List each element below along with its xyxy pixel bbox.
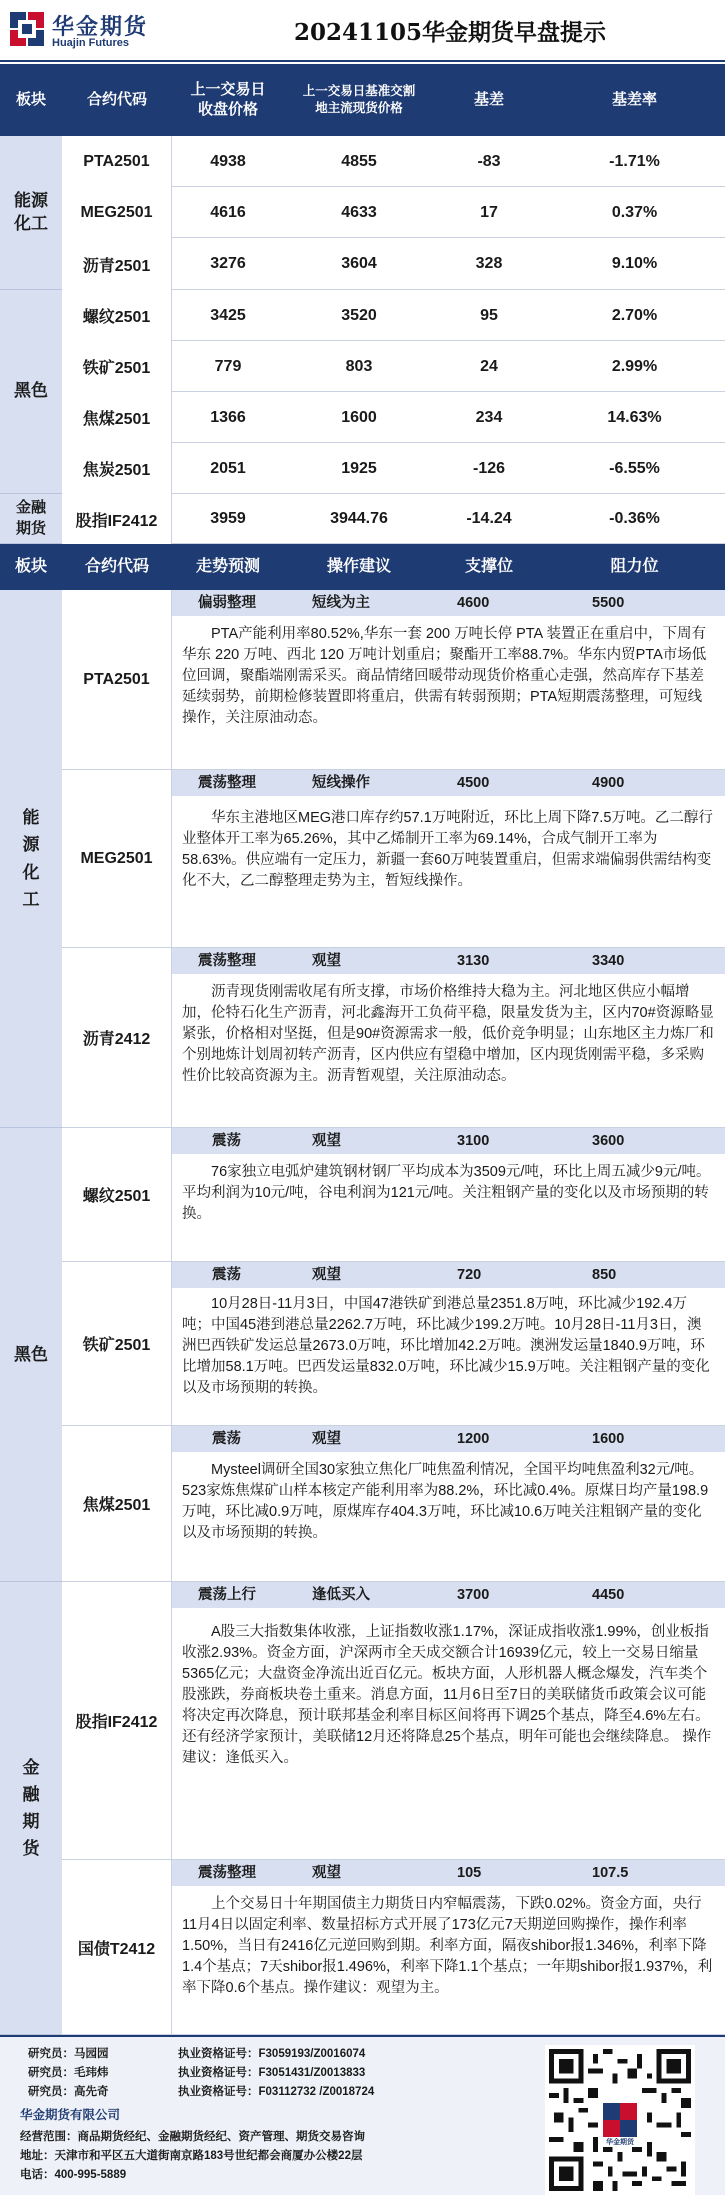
basis-rate: 0.37% xyxy=(611,203,658,221)
basis-value: 24 xyxy=(480,357,498,375)
table-row xyxy=(62,341,725,392)
contract-code: 股指IF2412 xyxy=(62,494,172,544)
close-price: 3425 xyxy=(210,306,246,324)
strategy-bar xyxy=(172,948,725,974)
analysis-text: 华东主港地区MEG港口库存约57.1万吨附近，环比上周下降7.5万吨。乙二醇行业整体开工率为65.26%，其中乙烯制开工率为69.14%，合成气制开工率为58.63%。供应端有一定压力，新疆一套60万吨装置重启，但需求端偏弱供需结构变化不大，乙二醇整理走势为主，暂短线操作。 xyxy=(182,810,713,889)
operation-advice: 短线操作 xyxy=(312,775,370,791)
contract-code: 国债T2412 xyxy=(62,1860,172,2035)
trend-forecast: 震荡 xyxy=(212,1431,241,1447)
basis-value: 234 xyxy=(475,408,503,426)
contract-code: MEG2501 xyxy=(62,770,172,948)
qr-code xyxy=(545,2045,695,2195)
spot-price: 803 xyxy=(345,357,373,375)
basis-value: -14.24 xyxy=(466,510,512,527)
basis-rate: -6.55% xyxy=(609,459,660,477)
close-price: 4616 xyxy=(210,203,246,221)
close-price: 3276 xyxy=(210,255,246,272)
contract-code: PTA2501 xyxy=(62,136,172,187)
support-level: 720 xyxy=(457,1267,482,1283)
strategy-bar xyxy=(172,1582,725,1608)
resistance-level: 5500 xyxy=(592,595,625,611)
contract-code: MEG2501 xyxy=(62,187,172,238)
researcher-cert: 执业资格证号：F3059193/Z0016074 xyxy=(178,2048,366,2060)
logo-english-name: Huajin Futures xyxy=(52,37,130,49)
spot-price: 3520 xyxy=(341,306,377,324)
support-level: 3100 xyxy=(457,1133,490,1149)
header-resistance: 阻力位 xyxy=(610,558,659,576)
basis-rate: -0.36% xyxy=(609,510,660,527)
close-price: 4938 xyxy=(210,152,246,170)
basis-rate: 2.70% xyxy=(611,306,658,324)
basis-value: 17 xyxy=(480,203,498,221)
operation-advice: 观望 xyxy=(312,1133,341,1149)
header-advice: 操作建议 xyxy=(326,558,391,576)
analysis-text: 上个交易日十年期国债主力期货日内窄幅震荡，下跌0.02%。资金方面，央行11月4日以固定利率、数量招标方式开展了173亿元7天期逆回购操作，操作利率1.50%，当日有2416亿元逆回购到期。利率方面，隔夜shibor报1.346%，利率下降1.4个基点；7天shibor报1.496%，利率下降1.1个基点；一年期shibor报1.937%，利率下降0.6个基点。操作建议：观望为主。 xyxy=(182,1896,713,1996)
contract-code: 螺纹2501 xyxy=(62,290,172,341)
resistance-level: 3600 xyxy=(592,1133,625,1149)
trend-forecast: 震荡上行 xyxy=(198,1587,256,1603)
close-price: 1366 xyxy=(210,408,246,426)
qr-code-icon xyxy=(549,2049,691,2191)
support-level: 105 xyxy=(457,1865,482,1881)
close-price: 2051 xyxy=(210,459,246,477)
spot-price: 1925 xyxy=(341,459,377,477)
table-row xyxy=(62,494,725,544)
report-header xyxy=(0,0,725,62)
contract-code: 螺纹2501 xyxy=(62,1128,172,1262)
strategy-table-header xyxy=(0,544,725,590)
table-row xyxy=(62,392,725,443)
trend-forecast: 偏弱整理 xyxy=(198,595,256,611)
sector-black: 黑色 xyxy=(0,1128,62,1582)
trend-forecast: 震荡 xyxy=(212,1133,241,1149)
researcher-name: 研究员：马园园 xyxy=(28,2048,109,2060)
contract-code: 铁矿2501 xyxy=(62,341,172,392)
resistance-level: 3340 xyxy=(592,953,625,969)
strategy-bar xyxy=(172,1860,725,1886)
trend-forecast: 震荡整理 xyxy=(198,1865,256,1881)
spot-price: 3944.76 xyxy=(330,510,388,527)
contract-code: 焦煤2501 xyxy=(62,1426,172,1582)
spot-price: 3604 xyxy=(341,255,377,272)
header-sector: 板块 xyxy=(15,90,46,108)
table-row xyxy=(62,136,725,187)
table-row xyxy=(62,238,725,290)
basis-value: 328 xyxy=(475,255,503,272)
logo-chinese-name: 华金期货 xyxy=(52,14,149,39)
company-phone: 电话：400-995-5889 xyxy=(20,2169,127,2181)
table-row xyxy=(62,187,725,238)
contract-code: 沥青2501 xyxy=(62,238,172,290)
researcher-cert: 执业资格证号：F3051431/Z0013833 xyxy=(178,2067,366,2079)
basis-value: 95 xyxy=(480,306,498,324)
support-level: 4600 xyxy=(457,595,490,611)
contract-code: 铁矿2501 xyxy=(62,1262,172,1426)
sector-energy-chemical: 能 源 化 工 xyxy=(0,590,62,1128)
analysis-text: PTA产能利用率80.52%,华东一套 200 万吨长停 PTA 装置正在重启中，下周有华东 220 万吨、西北 120 万吨计划重启；聚酯开工率88.7%。华东内贸PTA市场低位回调，聚酯端刚需采买。商品情绪回暖带动现货价格重心走强，然高库存下基差延续弱势，前期检修装置即将重启，供需有转弱预期；PTA短期震荡整理，可短线操作，关注原油动态。 xyxy=(182,626,707,726)
close-price: 3959 xyxy=(210,510,246,527)
contract-code: 焦炭2501 xyxy=(62,443,172,494)
operation-advice: 短线为主 xyxy=(312,595,370,611)
operation-advice: 观望 xyxy=(312,1865,341,1881)
strategy-detail xyxy=(172,1262,725,1426)
basis-rate: 14.63% xyxy=(607,408,662,426)
spot-price: 1600 xyxy=(341,408,377,426)
support-level: 1200 xyxy=(457,1431,490,1447)
operation-advice: 观望 xyxy=(312,1431,341,1447)
company-logo xyxy=(8,8,158,54)
strategy-detail xyxy=(172,1426,725,1582)
qr-center-label: 华金期货 xyxy=(606,2139,634,2146)
contract-code: 焦煤2501 xyxy=(62,392,172,443)
strategy-bar xyxy=(172,770,725,796)
strategy-detail xyxy=(172,590,725,770)
business-scope: 经营范围：商品期货经纪、金融期货经纪、资产管理、期货交易咨询 xyxy=(20,2131,365,2143)
trend-forecast: 震荡 xyxy=(212,1267,241,1283)
strategy-bar xyxy=(172,1262,725,1288)
sector-financial: 金融 期货 xyxy=(0,494,62,544)
resistance-level: 1600 xyxy=(592,1431,625,1447)
sector-black: 黑色 xyxy=(0,290,62,494)
strategy-bar xyxy=(172,1128,725,1154)
contract-code: 沥青2412 xyxy=(62,948,172,1128)
strategy-detail xyxy=(172,1860,725,2035)
operation-advice: 观望 xyxy=(312,1267,341,1283)
researcher-name: 研究员：毛玮炜 xyxy=(28,2067,109,2079)
basis-value: -83 xyxy=(477,152,501,170)
huajin-logo-icon xyxy=(8,10,46,48)
strategy-detail xyxy=(172,1582,725,1860)
report-footer xyxy=(0,2035,725,2195)
company-address: 地址：天津市和平区五大道街南京路183号世纪都会商厦办公楼22层 xyxy=(20,2150,363,2162)
researcher-cert: 执业资格证号：F03112732 /Z0018724 xyxy=(178,2086,375,2098)
analysis-text: A股三大指数集体收涨，上证指数收涨1.17%，深证成指收涨1.99%，创业板指收涨2.93%。资金方面，沪深两市全天成交额合计16939亿元，较上一交易日缩量5365亿元；大盘资金净流出近百亿元。板块方面，人形机器人概念爆发，汽车类个股涨跌，券商板块卷土重来。消息方面，11月6日至7日的美联储货币政策会议可能将决定再次降息，预计联邦基金利率目标区间将再下调25个基点，降至4.6%左右。还有经济学家预计，美联储12月还将降息25个基点，明年可能也会继续降息。 操作建议：逢低买入。 xyxy=(182,1624,712,1766)
basis-rate: -1.71% xyxy=(609,152,660,170)
basis-value: -126 xyxy=(472,459,506,477)
header-trend: 走势预测 xyxy=(195,558,260,576)
sector-financial: 金 融 期 货 xyxy=(0,1582,62,2035)
header-support: 支撑位 xyxy=(464,558,513,576)
strategy-detail xyxy=(172,770,725,948)
table-row xyxy=(62,443,725,494)
basis-table-header xyxy=(0,64,725,136)
header-basis-rate: 基差率 xyxy=(611,90,657,108)
resistance-level: 4450 xyxy=(592,1587,625,1603)
support-level: 3130 xyxy=(457,953,490,969)
analysis-text: 沥青现货刚需收尾有所支撑，市场价格维持大稳为主。河北地区供应小幅增加，伦特石化生产沥青，河北鑫海开工负荷平稳，限量发货为主，区内70#资源略显紧张，价格相对坚挺，但是90#资源需求一般，低价竞争明显；山东地区主力炼厂和个别地炼计划周初转产沥青，区内供应有望稳中增加，区内现货刚需平稳，多采购性价比较高资源为主。沥青暂观望，关注原油动态。 xyxy=(182,984,714,1084)
header-close-price: 上一交易日 收盘价格 xyxy=(190,80,266,118)
basis-rate: 2.99% xyxy=(611,357,658,375)
strategy-bar xyxy=(172,1426,725,1452)
header-contract: 合约代码 xyxy=(86,90,147,108)
analysis-text: Mysteel调研全国30家独立焦化厂吨焦盈利情况，全国平均吨焦盈利32元/吨。523家炼焦煤矿山样本核定产能利用率为88.2%，环比减0.4%。原煤日均产量198.9万吨，环比减0.9万吨，原煤库存404.3万吨，环比减10.6万吨关注粗钢产量的变化以及市场预期的转换。 xyxy=(182,1462,709,1541)
strategy-detail xyxy=(172,1128,725,1262)
trend-forecast: 震荡整理 xyxy=(198,953,256,969)
sector-energy-chemical: 能源 化工 xyxy=(0,136,62,290)
header-spot-price: 上一交易日基准交割 地主流现货价格 xyxy=(302,84,416,115)
contract-code: PTA2501 xyxy=(62,590,172,770)
spot-price: 4633 xyxy=(341,203,377,221)
analysis-text: 76家独立电弧炉建筑钢材钢厂平均成本为3509元/吨，环比上周五减少9元/吨。平均利润为10元/吨，谷电利润为121元/吨。关注粗钢产量的变化以及市场预期的转换。 xyxy=(182,1164,711,1222)
company-name: 华金期货有限公司 xyxy=(20,2108,121,2122)
spot-price: 4855 xyxy=(341,152,377,170)
report-title: 20241105华金期货早盘提示 xyxy=(293,19,607,46)
close-price: 779 xyxy=(214,357,242,375)
analysis-text: 10月28日-11月3日，中国47港铁矿到港总量2351.8万吨，环比减少192.4万吨；中国45港到港总量2262.7万吨，环比减少199.2万吨。10月28日-11月3日，澳洲巴西铁矿发运总量2673.0万吨，环比增加42.2万吨。澳洲发运量1840.9万吨，环比增加58.1万吨。巴西发运量832.0万吨，环比减少15.9万吨。关注粗钢产量的变化以及市场预期的转换。 xyxy=(182,1296,710,1396)
support-level: 4500 xyxy=(457,775,490,791)
operation-advice: 逢低买入 xyxy=(312,1587,370,1603)
basis-rate: 9.10% xyxy=(611,255,658,272)
table-row xyxy=(62,290,725,341)
researcher-name: 研究员：高先奇 xyxy=(28,2086,109,2098)
contract-code: 股指IF2412 xyxy=(62,1582,172,1860)
resistance-level: 850 xyxy=(592,1267,617,1283)
strategy-bar xyxy=(172,590,725,616)
header-contract: 合约代码 xyxy=(84,558,149,576)
operation-advice: 观望 xyxy=(312,953,341,969)
support-level: 3700 xyxy=(457,1587,490,1603)
resistance-level: 107.5 xyxy=(592,1865,629,1881)
resistance-level: 4900 xyxy=(592,775,625,791)
strategy-detail xyxy=(172,948,725,1128)
trend-forecast: 震荡整理 xyxy=(198,775,256,791)
header-basis: 基差 xyxy=(473,90,504,108)
header-sector: 板块 xyxy=(14,558,47,576)
